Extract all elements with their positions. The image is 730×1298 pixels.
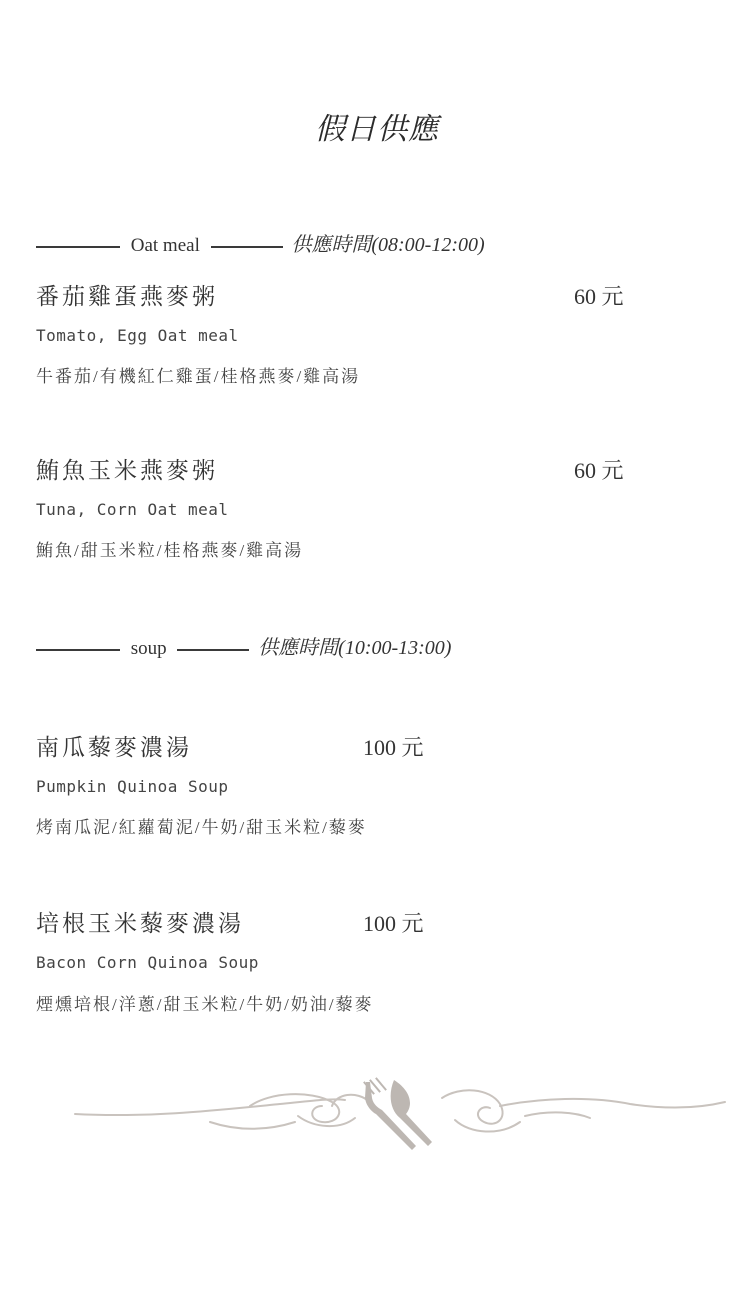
menu-item-ingredients: 煙燻培根/洋蔥/甜玉米粒/牛奶/奶油/藜麥	[36, 995, 374, 1014]
menu-item-price: 60 元	[574, 284, 624, 309]
menu-item-name: 南瓜藜麥濃湯	[36, 735, 192, 760]
divider-rule	[177, 649, 249, 651]
section-label: Oat meal	[130, 235, 200, 256]
menu-item-price: 100 元	[363, 911, 424, 936]
menu-item-ingredients: 鮪魚/甜玉米粒/桂格燕麥/雞高湯	[36, 541, 304, 560]
menu-item-ingredients: 烤南瓜泥/紅蘿蔔泥/牛奶/甜玉米粒/藜麥	[36, 818, 367, 837]
menu-item-english: Pumpkin Quinoa Soup	[36, 777, 229, 796]
menu-item-english: Bacon Corn Quinoa Soup	[36, 953, 259, 972]
fork-knife-flourish-icon	[70, 1076, 730, 1152]
menu-item-english: Tomato, Egg Oat meal	[36, 326, 239, 345]
menu-item-english: Tuna, Corn Oat meal	[36, 500, 229, 519]
menu-item-price: 60 元	[574, 458, 624, 483]
section-header-soup	[36, 631, 451, 660]
section-header-oat-meal	[36, 228, 485, 257]
divider-rule	[211, 246, 283, 248]
menu-item-ingredients: 牛番茄/有機紅仁雞蛋/桂格燕麥/雞高湯	[36, 367, 361, 386]
divider-rule	[36, 246, 120, 248]
section-time: 供應時間(08:00-12:00)	[291, 234, 485, 256]
section-label: soup	[130, 638, 167, 659]
menu-item-name: 培根玉米藜麥濃湯	[36, 911, 244, 936]
menu-item-name: 鮪魚玉米燕麥粥	[36, 458, 218, 483]
menu-item-price: 100 元	[363, 735, 424, 760]
divider-rule	[36, 649, 120, 651]
section-time: 供應時間(10:00-13:00)	[258, 637, 452, 659]
menu-item-name: 番茄雞蛋燕麥粥	[36, 284, 218, 309]
page-title: 假日供應	[315, 113, 439, 146]
